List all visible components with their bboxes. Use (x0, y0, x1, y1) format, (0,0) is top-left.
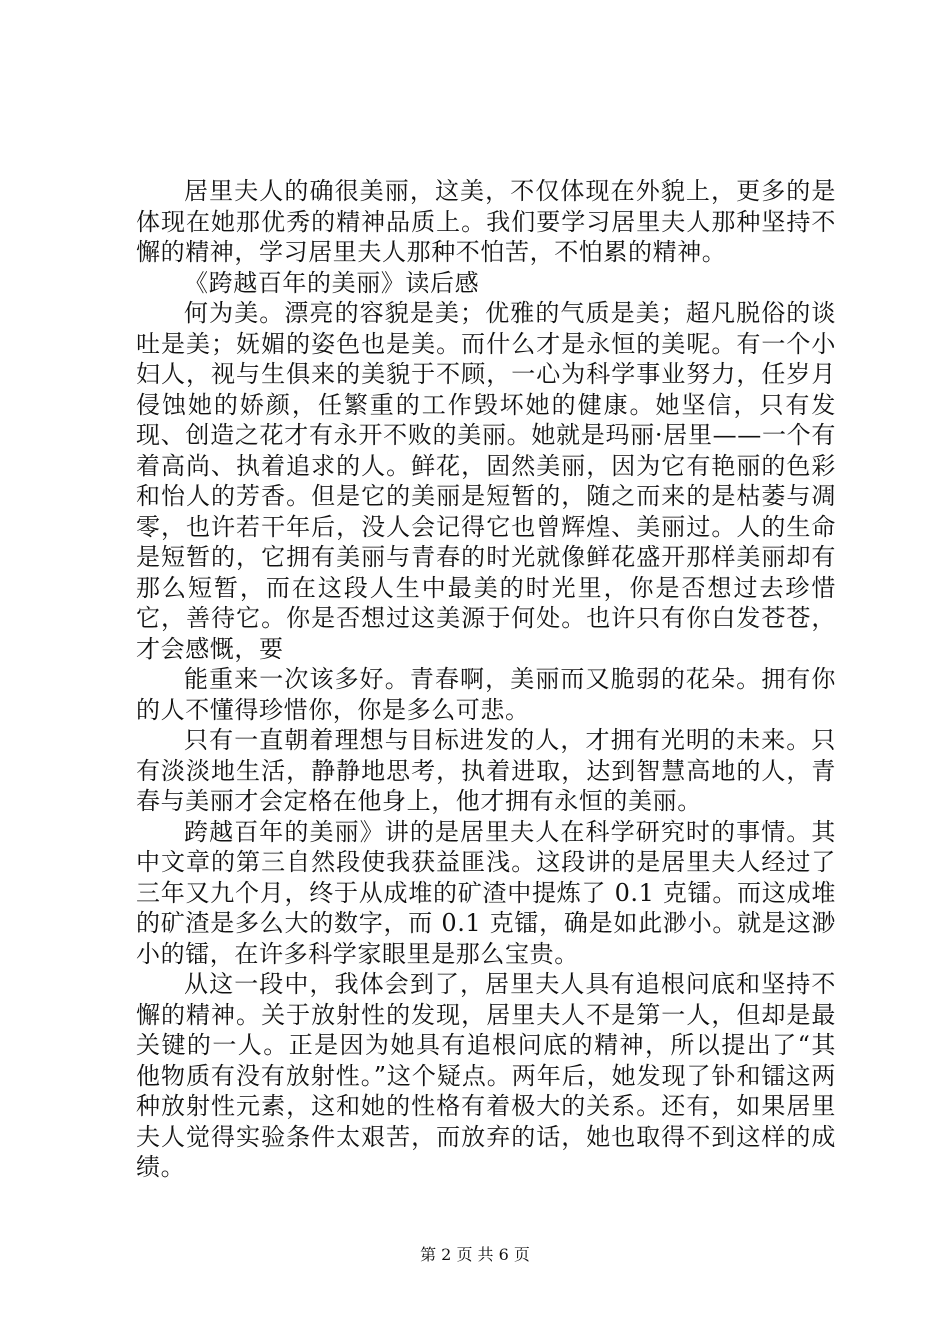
paragraph-6: 从这一段中，我体会到了，居里夫人具有追根问底和坚持不懈的精神。关于放射性的发现，居里夫人不是第一人，但却是最关键的一人。正是因为她具有追根问底的精神，所以提出了“其他物质有没有放射性。”这个疑点。两年后，她发现了钋和镭这两种放射性元素，这和她的性格有着极大的关系。还有，如果居里夫人觉得实验条件太艰苦，而放弃的话，她也取得不到这样的成绩。 (136, 970, 836, 1181)
paragraph-2: 何为美。漂亮的容貌是美；优雅的气质是美；超凡脱俗的谈吐是美；妩媚的姿色也是美。而什么才是永恒的美呢。有一个小妇人，视与生俱来的美貌于不顾，一心为科学事业努力，任岁月侵蚀她的娇颜，任繁重的工作毁坏她的健康。她坚信，只有发现、创造之花才有永开不败的美丽。她就是玛丽·居里——一个有着高尚、执着追求的人。鲜花，固然美丽，因为它有艳丽的色彩和怡人的芳香。但是它的美丽是短暂的，随之而来的是枯萎与凋零，也许若干年后，没人会记得它也曾辉煌、美丽过。人的生命是短暂的，它拥有美丽与青春的时光就像鲜花盛开那样美丽却有那么短暂，而在这段人生中最美的时光里，你是否想过去珍惜它，善待它。你是否想过这美源于何处。也许只有你白发苍苍，才会感慨，要 (136, 299, 836, 663)
paragraph-4: 只有一直朝着理想与目标进发的人，才拥有光明的未来。只有淡淡地生活，静静地思考，执着进取，达到智慧高地的人，青春与美丽才会定格在他身上，他才拥有永恒的美丽。 (136, 726, 836, 815)
essay-title: 《跨越百年的美丽》读后感 (184, 268, 480, 297)
page-number-footer: 第 2 页 共 6 页 (420, 1245, 530, 1264)
paragraph-5: 跨越百年的美丽》讲的是居里夫人在科学研究时的事情。其中文章的第三自然段使我获益匪浅。这段讲的是居里夫人经过了三年又九个月，终于从成堆的矿渣中提炼了 0.1 克镭。而这成堆的矿渣是多么大的数字，而 0.1 克镭，确是如此渺小。就是这渺小的镭，在许多科学家眼里是那么宝贵。 (136, 817, 836, 968)
document-body (136, 176, 836, 1183)
paragraph-3: 能重来一次该多好。青春啊，美丽而又脆弱的花朵。拥有你的人不懂得珍惜你，你是多么可悲。 (136, 665, 836, 724)
paragraph-1: 居里夫人的确很美丽，这美，不仅体现在外貌上，更多的是体现在她那优秀的精神品质上。我们要学习居里夫人那种坚持不懈的精神，学习居里夫人那种不怕苦，不怕累的精神。 (136, 177, 836, 266)
